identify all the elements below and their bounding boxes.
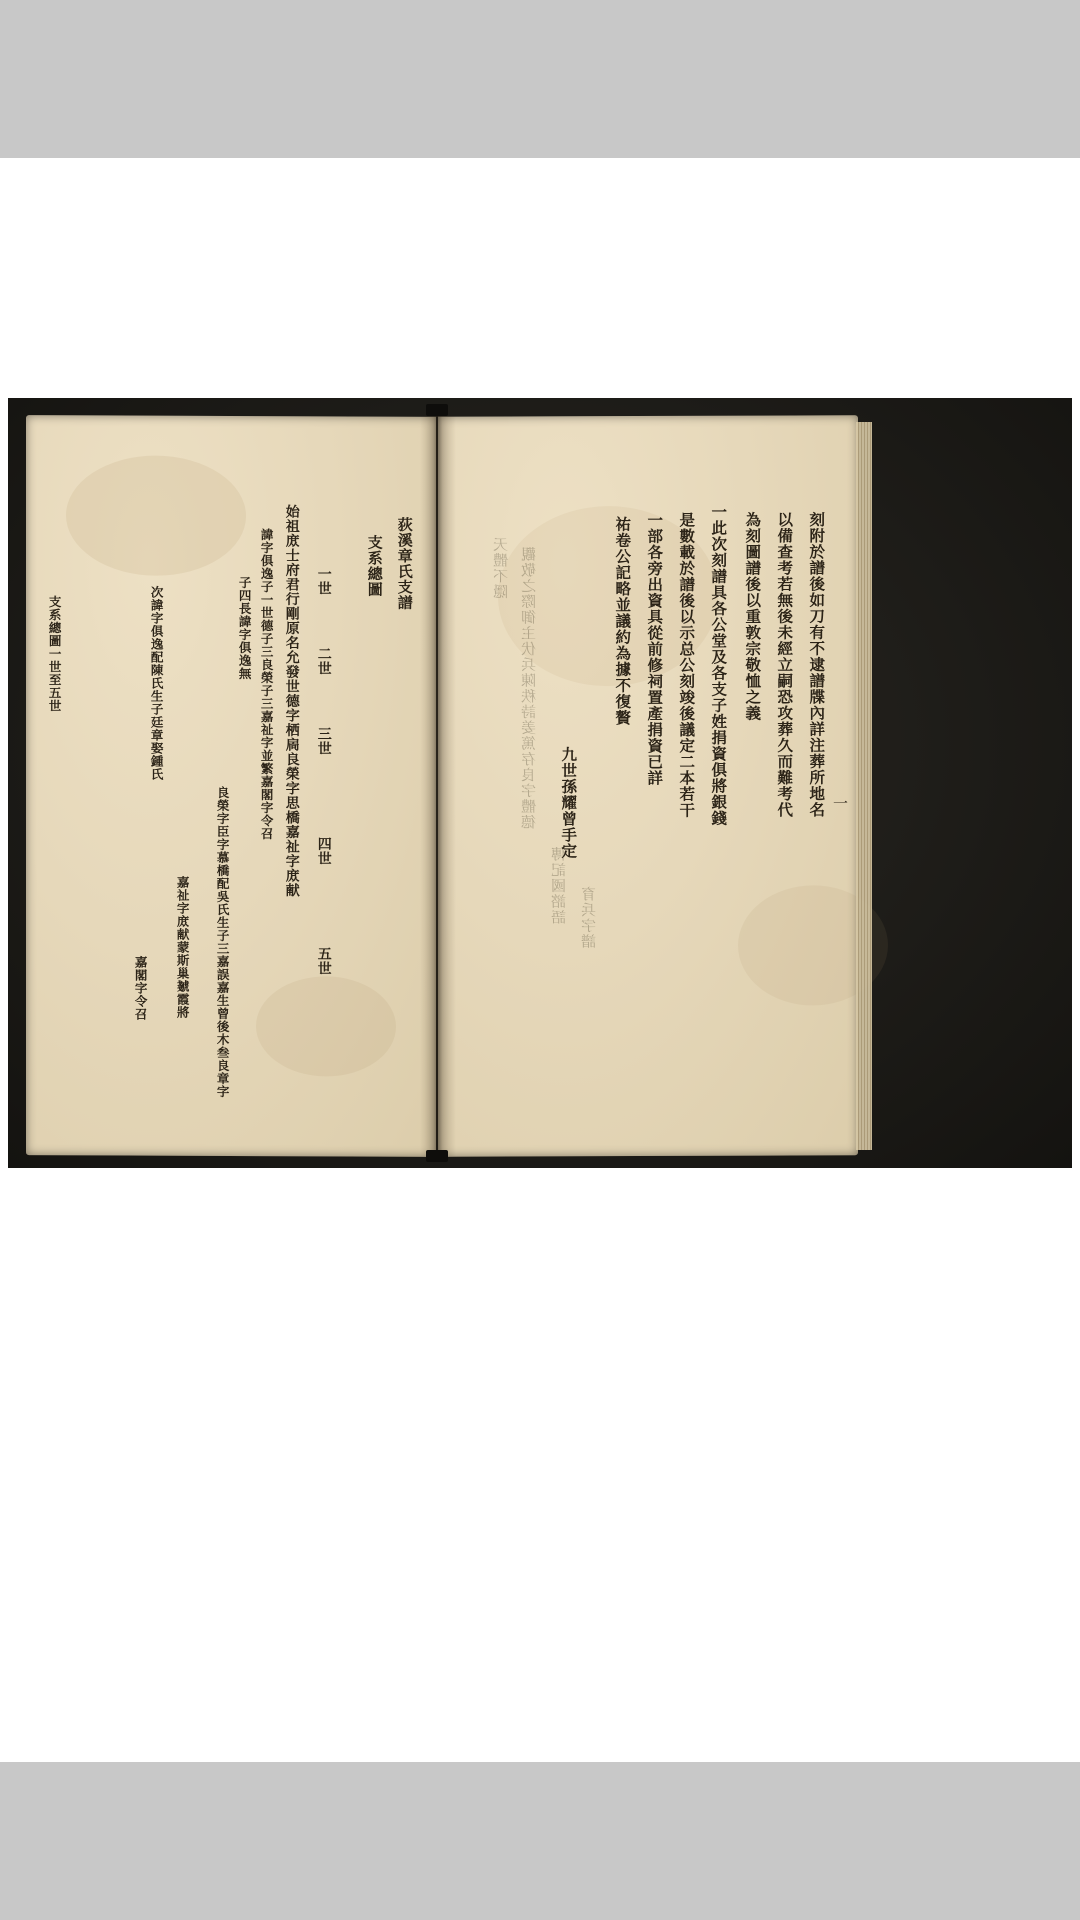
genealogy-footer-note: 支系總圖一世至五世	[47, 595, 63, 713]
show-through-text-4: 育兵字譜	[580, 886, 598, 950]
paper-stain	[256, 976, 396, 1077]
page-number: 一	[831, 795, 849, 811]
generation-header-5: 五世	[315, 946, 332, 976]
show-through-text-1: 觀敬之際御主伏兵陳秩詩姜篤存良字體德	[520, 546, 538, 830]
genealogy-column-6: 嘉祉字庻献蒙斯巢虦霞將	[175, 875, 191, 1019]
preface-column-6: 一部各旁出資具從前修祠置產捐資已詳	[645, 511, 664, 787]
generation-header-3: 三世	[315, 726, 332, 756]
genealogy-column-7: 嘉閣字令召	[133, 955, 149, 1021]
paper-stain	[66, 455, 246, 576]
genealogy-column-4: 次諱字俱逸配陳氏生子廷章娶鍾氏	[149, 585, 165, 781]
preface-column-4: 一此次刻譜具各公堂及各支子姓捐資俱將銀錢	[709, 503, 728, 827]
generation-header-2: 二世	[315, 646, 332, 676]
show-through-text-3: 傳記國諮語	[550, 846, 568, 926]
preface-column-3: 為刻圖譜後以重敦宗敬恤之義	[743, 511, 762, 722]
preface-column-7: 祐卷公記略並議約為據不復贅	[613, 516, 632, 726]
genealogy-column-5: 良榮字臣字慕橋配吳氏生子三嘉誤嘉生曾後木叁良章字	[215, 785, 231, 1098]
generation-header-1: 一世	[315, 566, 332, 596]
binding-clamp-top	[426, 404, 448, 416]
preface-column-5: 是數載於譜後以示总公刻竣後議定二本若干	[677, 511, 696, 819]
letterbox-bottom	[0, 1762, 1080, 1920]
binding-clamp-bottom	[426, 1150, 448, 1162]
genealogy-column-1: 始祖庻士府君行剛原名允發世德字栖扄良榮字思橋嘉祉字庻献	[283, 504, 300, 898]
genealogy-column-3: 子四長諱字俱逸無	[237, 576, 253, 681]
book-title: 荻溪章氏支譜	[395, 516, 414, 611]
preface-column-2: 以備查考若無後未經立嗣恐攻葬久而難考代	[775, 511, 794, 818]
page-edge-stack	[856, 422, 872, 1150]
left-page	[26, 415, 436, 1157]
book-photograph	[8, 398, 1072, 1168]
genealogy-column-2: 諱字俱逸子一世德子三良榮子三嘉祉字並繁嘉閣字令召	[259, 528, 275, 841]
right-page	[438, 415, 858, 1156]
generation-header-4: 四世	[315, 836, 332, 866]
book-subtitle: 支系總圖	[365, 534, 384, 598]
preface-signature: 九世孫耀曾手定	[559, 746, 578, 860]
show-through-text-2: 天體不隱	[492, 536, 510, 600]
letterbox-top	[0, 0, 1080, 158]
preface-column-1: 刻附於譜後如刀有不逮譜牒內詳注葬所地名	[807, 511, 826, 818]
